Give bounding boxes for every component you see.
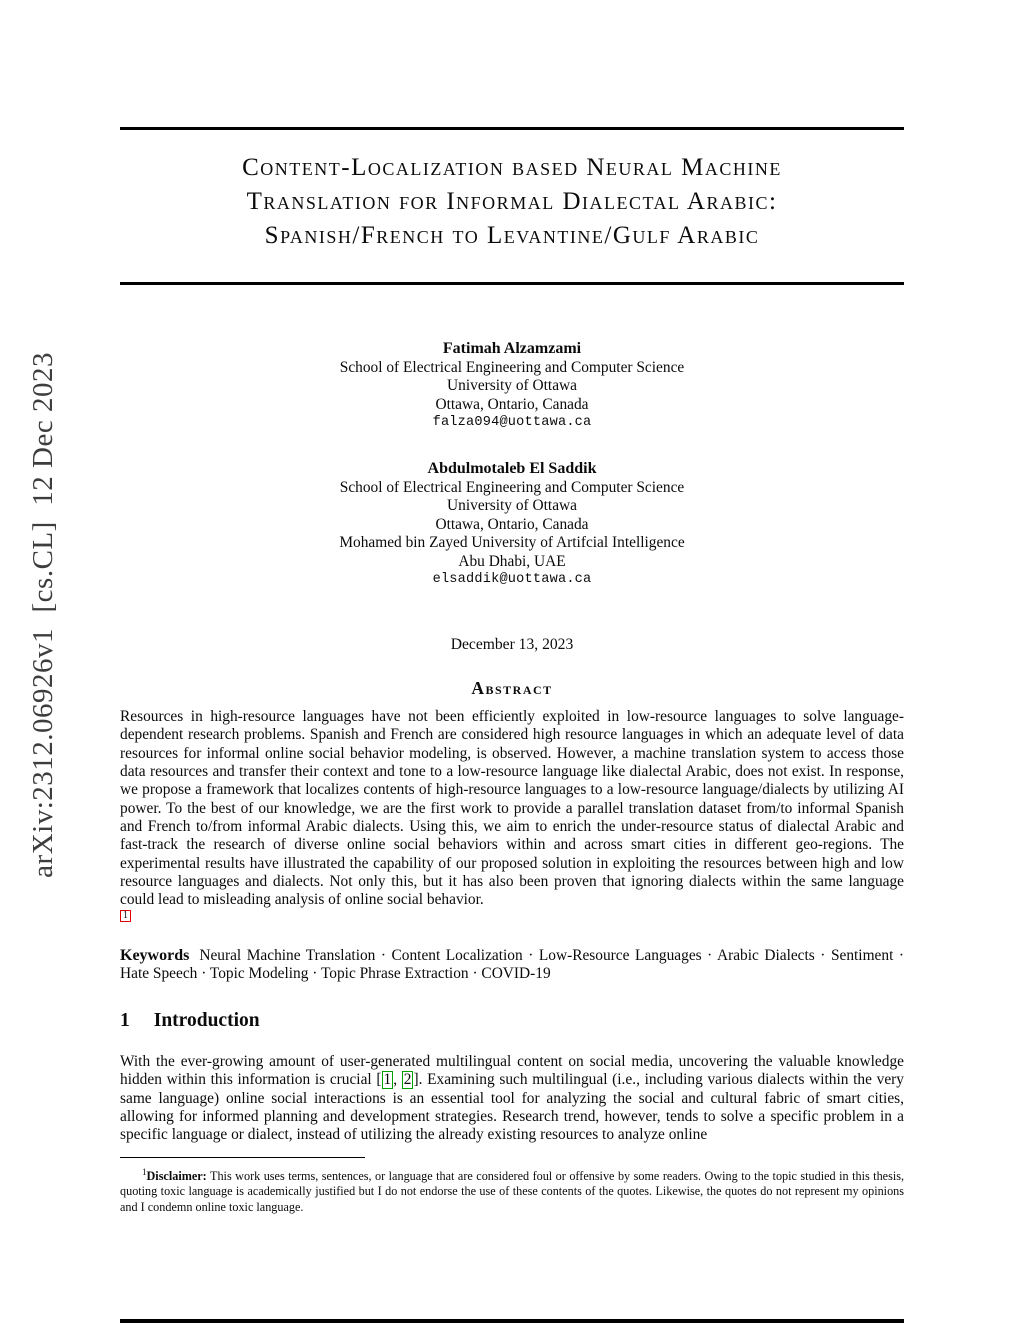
footnote-marker: 1	[142, 1167, 147, 1177]
author-email: elsaddik@uottawa.ca	[432, 572, 592, 587]
next-page-edge	[120, 1319, 904, 1323]
top-rule	[120, 127, 904, 130]
paper-title	[120, 151, 904, 253]
footnote-block	[120, 1165, 904, 1215]
author-affiliation: Abu Dhabi, UAE	[458, 552, 566, 570]
citation-link-1[interactable]: 1	[383, 1071, 392, 1089]
section-number: 1	[120, 1010, 130, 1031]
author-affiliation: Ottawa, Ontario, Canada	[435, 515, 589, 533]
author-name: Fatimah Alzamzami	[442, 340, 582, 357]
citation-separator: ,	[393, 1071, 402, 1089]
paper-date: December 13, 2023	[450, 636, 574, 653]
author-affiliation: Mohamed bin Zayed University of Artifcial Intelligence	[339, 534, 685, 551]
section-heading-introduction	[120, 1010, 904, 1032]
title-line-2: Translation for Informal Dialectal Arabic:	[246, 188, 778, 215]
section-title: Introduction	[153, 1010, 260, 1031]
author-name: Abdulmotaleb El Saddik	[427, 460, 597, 477]
title-rule	[120, 282, 904, 285]
abstract-heading: Abstract	[471, 678, 553, 698]
keywords-block	[120, 947, 904, 984]
author-affiliation: University of Ottawa	[447, 377, 577, 394]
citation-link-2[interactable]: 2	[403, 1071, 412, 1089]
footnote-rule	[120, 1157, 365, 1158]
title-line-1: Content-Localization based Neural Machine	[242, 154, 782, 181]
keywords-list: Neural Machine Translation · Content Localization · Low-Resource Languages · Arabic Dialects · Sentiment · Hate Speech · Topic Modeling · Topic Phrase Extraction · COVID-19	[120, 947, 904, 983]
author-affiliation: School of Electrical Engineering and Computer Science	[339, 478, 685, 496]
abstract-body: Resources in high-resource languages have not been efficiently exploited in low-resource languages to solve language-dependent research problems. Spanish and French are considered high resource languages in which an adequate level of data resources for informal online social behavior modeling, is observed. However, a machine translation system to access those data resources and transfer their context and tone to a low-resource language like dialectal Arabic, does not exist. In response, we propose a framework that localizes contents of high-resource languages to a low-resource language/dialects by utilizing AI power. To the best of our knowledge, we are the first work to provide a parallel translation dataset from/to informal Spanish and French to/from informal Arabic dialects. Using this, we aim to enrich the under-resource status of dialectal Arabic and fast-track the research of diverse online social behaviors within and across smart cities in different geo-regions. The experimental results have illustrated the capability of our proposed solution in exploiting the resources between high and low resource languages and dialects. Not only this, but it has also been proven that ignoring dialects within the same language could lead to misleading analysis of online social behavior.	[120, 708, 904, 909]
arxiv-watermark: arXiv:2312.06926v1 [cs.CL] 12 Dec 2023	[27, 352, 59, 878]
footnote-label: Disclaimer:	[146, 1169, 207, 1184]
footnote-reference-link[interactable]: 1	[120, 910, 131, 922]
author-block-2	[120, 460, 904, 590]
intro-text-end: ]. Examining such multilingual (i.e., including various dialects within the very same language) online social interactions is an essential tool for analyzing the social and cultural fabric of smart cities, allowing for informed planning and development strategies. Research trend, however, tends to solve a specific problem in a specific language or dialect, instead of utilizing the already existing resources to analyze online	[120, 1071, 904, 1144]
footnote-text: This work uses terms, sentences, or language that are considered foul or offensive by some readers. Owing to the topic studied in this thesis, quoting toxic language is academically justified but I do not endorse the use of these contents of the quotes. Likewise, the quotes do not represent my opinions and I condemn online toxic language.	[120, 1169, 904, 1214]
author-block-1	[120, 340, 904, 433]
abstract-footnote-line	[120, 909, 904, 927]
abstract-text	[120, 708, 904, 910]
author-affiliation: Ottawa, Ontario, Canada	[435, 395, 589, 413]
author-affiliation: University of Ottawa	[447, 497, 577, 514]
author-email: falza094@uottawa.ca	[432, 415, 592, 430]
keywords-label: Keywords	[120, 947, 190, 964]
intro-paragraph	[120, 1053, 904, 1145]
intro-text-start: With the ever-growing amount of user-generated multilingual content on social media, uncovering the valuable knowledge hidden within this information is crucial [	[120, 1053, 904, 1089]
title-line-3: Spanish/French to Levantine/Gulf Arabic	[264, 222, 760, 249]
author-affiliation: School of Electrical Engineering and Computer Science	[339, 358, 685, 376]
